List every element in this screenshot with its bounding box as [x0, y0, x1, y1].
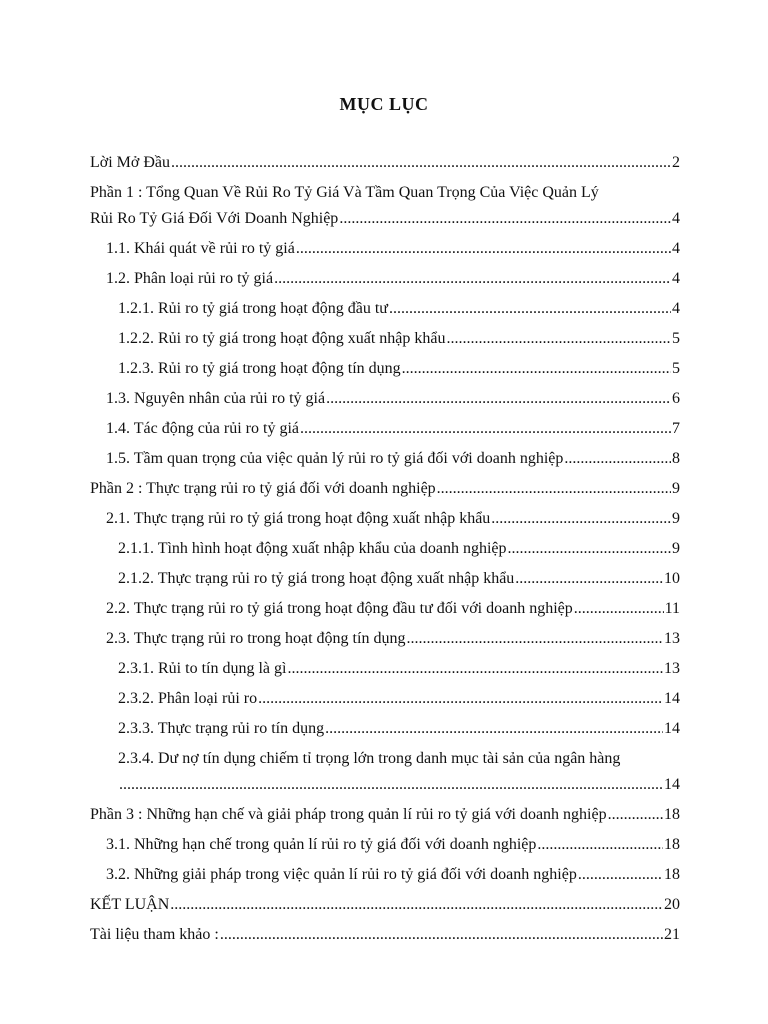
toc-entry-title: 2.3.3. Thực trạng rủi ro tín dụng: [118, 720, 325, 737]
toc-entry-page-number: 4: [672, 210, 680, 227]
dot-leader: [287, 656, 663, 682]
toc-entry-title: 1.5. Tầm quan trọng của việc quản lý rủi ro tỷ giá đối với doanh nghiệp: [106, 450, 564, 467]
dot-leader: [564, 446, 671, 472]
toc-entry-page-number: 13: [664, 660, 680, 677]
toc-entry-line: [118, 656, 680, 682]
toc-entry-line: [106, 386, 680, 412]
dot-leader: [508, 536, 671, 562]
toc-entry-title: 2.2. Thực trạng rủi ro tỷ giá trong hoạt động đầu tư đối với doanh nghiệp: [106, 600, 573, 617]
toc-entry[interactable]: [118, 356, 680, 382]
toc-entry-line: [118, 686, 680, 712]
toc-entry-page-number: 9: [672, 540, 680, 557]
toc-entry[interactable]: [90, 476, 680, 502]
toc-entry-line: [90, 476, 680, 502]
toc-entry[interactable]: [90, 150, 680, 176]
table-of-contents: [90, 150, 680, 952]
dot-leader: [170, 892, 663, 918]
toc-entry-title: 1.4. Tác động của rủi ro tỷ giá: [106, 420, 299, 437]
dot-leader: [574, 596, 664, 622]
toc-entry-title: Rủi Ro Tỷ Giá Đối Với Doanh Nghiệp: [90, 210, 339, 227]
toc-entry-line: [106, 416, 680, 442]
toc-entry[interactable]: [118, 686, 680, 712]
toc-entry-title: 2.1. Thực trạng rủi ro tỷ giá trong hoạt động xuất nhập khẩu: [106, 510, 491, 527]
toc-entry[interactable]: [90, 892, 680, 918]
toc-entry-title: 2.3. Thực trạng rủi ro trong hoạt động tín dụng: [106, 630, 406, 647]
toc-entry-page-number: 8: [672, 450, 680, 467]
toc-entry-line: [106, 832, 680, 858]
toc-entry-line: [106, 596, 680, 622]
dot-leader: [389, 296, 671, 322]
toc-entry-page-number: 7: [672, 420, 680, 437]
toc-entry-line: [118, 326, 680, 352]
toc-entry[interactable]: [106, 596, 680, 622]
toc-entry-line: [118, 716, 680, 742]
toc-entry-title: 2.1.2. Thực trạng rủi ro tỷ giá trong hoạt động xuất nhập khẩu: [118, 570, 515, 587]
toc-entry-page-number: 20: [664, 896, 680, 913]
toc-entry-page-number: 6: [672, 390, 680, 407]
toc-entry-page-number: 5: [672, 360, 680, 377]
dot-leader: [515, 566, 663, 592]
toc-entry[interactable]: [90, 180, 680, 232]
toc-entry-page-number: 2: [672, 154, 680, 171]
dot-leader: [447, 326, 671, 352]
toc-entry[interactable]: [106, 832, 680, 858]
toc-entry[interactable]: [118, 656, 680, 682]
toc-entry-page-number: 4: [672, 240, 680, 257]
dot-leader: [296, 236, 671, 262]
toc-entry[interactable]: [118, 746, 680, 798]
toc-entry-page-number: 18: [664, 866, 680, 883]
toc-entry-title: Lời Mở Đầu: [90, 154, 171, 171]
toc-entry[interactable]: [106, 386, 680, 412]
dot-leader: [258, 686, 663, 712]
toc-entry-title: 1.2.1. Rủi ro tỷ giá trong hoạt động đầu tư: [118, 300, 388, 317]
toc-entry-page-number: 18: [664, 806, 680, 823]
dot-leader: [406, 626, 663, 652]
toc-entry-line: [90, 892, 680, 918]
toc-entry-page-number: 18: [664, 836, 680, 853]
toc-entry-page-number: 5: [672, 330, 680, 347]
toc-entry-page-number: 14: [664, 690, 680, 707]
dot-leader: [274, 266, 671, 292]
dot-leader: [608, 802, 663, 828]
toc-entry[interactable]: [118, 566, 680, 592]
toc-entry-line: [90, 150, 680, 176]
toc-entry-title: 1.2.3. Rủi ro tỷ giá trong hoạt động tín dụng: [118, 360, 401, 377]
toc-entry-title: 1.3. Nguyên nhân của rủi ro tỷ giá: [106, 390, 326, 407]
dot-leader: [326, 386, 671, 412]
toc-entry[interactable]: [106, 862, 680, 888]
toc-entry[interactable]: [118, 536, 680, 562]
toc-entry-line: [118, 296, 680, 322]
dot-leader: [325, 716, 663, 742]
toc-entry[interactable]: [90, 922, 680, 948]
toc-entry-page-number: 21: [664, 926, 680, 943]
toc-entry-title: 3.2. Những giải pháp trong việc quản lí rủi ro tỷ giá đối với doanh nghiệp: [106, 866, 577, 883]
toc-entry[interactable]: [106, 446, 680, 472]
toc-entry-line: [106, 266, 680, 292]
toc-entry-line: [106, 626, 680, 652]
toc-entry[interactable]: [118, 326, 680, 352]
toc-entry-title: 1.2.2. Rủi ro tỷ giá trong hoạt động xuất nhập khẩu: [118, 330, 446, 347]
toc-entry[interactable]: [106, 416, 680, 442]
dot-leader: [171, 150, 671, 176]
toc-entry-title: 1.2. Phân loại rủi ro tỷ giá: [106, 270, 274, 287]
dot-leader: [119, 772, 663, 798]
toc-entry-title: 2.1.1. Tình hình hoạt động xuất nhập khẩu của doanh nghiệp: [118, 540, 507, 557]
toc-entry-line: [118, 772, 680, 798]
toc-entry[interactable]: [106, 506, 680, 532]
toc-entry-line: [106, 236, 680, 262]
toc-entry-title: 3.1. Những hạn chế trong quản lí rủi ro tỷ giá đối với doanh nghiệp: [106, 836, 537, 853]
toc-entry[interactable]: [106, 626, 680, 652]
toc-entry-page-number: 4: [672, 270, 680, 287]
dot-leader: [339, 206, 671, 232]
toc-entry-title: KẾT LUẬN: [90, 896, 170, 913]
toc-entry-title: Phần 2 : Thực trạng rủi ro tỷ giá đối với doanh nghiệp: [90, 480, 436, 497]
toc-entry-line: [106, 862, 680, 888]
toc-entry-page-number: 9: [672, 510, 680, 527]
toc-entry-page-number: 14: [664, 720, 680, 737]
toc-entry[interactable]: [106, 266, 680, 292]
toc-entry-title: Tài liệu tham khảo :: [90, 926, 219, 943]
dot-leader: [437, 476, 671, 502]
toc-entry-line: [90, 802, 680, 828]
toc-entry[interactable]: [106, 236, 680, 262]
toc-entry-title: Phần 3 : Những hạn chế và giải pháp trong quản lí rủi ro tỷ giá với doanh nghiệp: [90, 806, 607, 823]
dot-leader: [537, 832, 663, 858]
toc-entry-title: 2.3.1. Rủi to tín dụng là gì: [118, 660, 287, 677]
toc-entry-title-line: 2.3.4. Dư nợ tín dụng chiếm tỉ trọng lớn trong danh mục tài sản của ngân hàng: [118, 750, 621, 767]
dot-leader: [491, 506, 671, 532]
toc-entry-title-line: Phần 1 : Tổng Quan Về Rủi Ro Tỷ Giá Và Tầm Quan Trọng Của Việc Quản Lý: [90, 184, 599, 201]
dot-leader: [220, 922, 663, 948]
dot-leader: [402, 356, 671, 382]
toc-entry-line: [90, 922, 680, 948]
toc-entry[interactable]: [90, 802, 680, 828]
toc-entry-line: [106, 506, 680, 532]
toc-entry-page-number: 9: [672, 480, 680, 497]
toc-entry-page-number: 13: [664, 630, 680, 647]
toc-entry-page-number: 11: [664, 600, 680, 617]
toc-entry-page-number: 10: [664, 570, 680, 587]
dot-leader: [300, 416, 671, 442]
toc-entry-line: [90, 206, 680, 232]
dot-leader: [578, 862, 663, 888]
toc-entry[interactable]: [118, 716, 680, 742]
toc-entry-line: [118, 356, 680, 382]
toc-entry-page-number: 14: [664, 776, 680, 793]
toc-entry-line: [118, 536, 680, 562]
toc-entry-line: [118, 566, 680, 592]
toc-entry-title: 1.1. Khái quát về rủi ro tỷ giá: [106, 240, 295, 257]
toc-entry-title: 2.3.2. Phân loại rủi ro: [118, 690, 258, 707]
toc-entry[interactable]: [118, 296, 680, 322]
toc-entry-page-number: 4: [672, 300, 680, 317]
toc-entry-line: [106, 446, 680, 472]
page-title: MỤC LỤC: [339, 94, 429, 114]
